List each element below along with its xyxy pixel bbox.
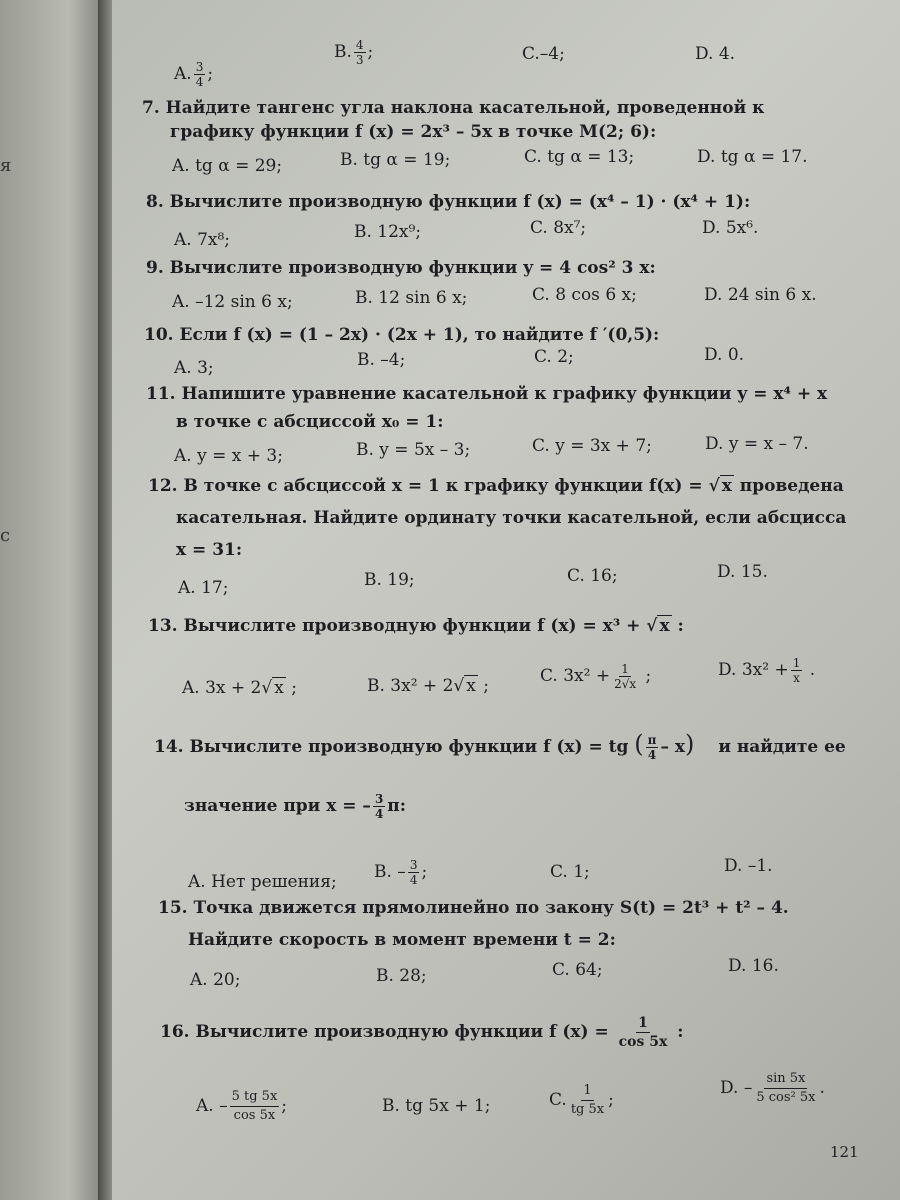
answer-b: B. $\frac{4}{3}$ ; xyxy=(334,38,374,67)
answer-b: B. – $\frac{3}{4}$ ; xyxy=(374,858,428,887)
question-text: 9. Вычислите производную функции y = 4 cos² 3 x: xyxy=(146,258,656,278)
answer-b: B. 19; xyxy=(364,570,415,590)
page-number: 121 xyxy=(830,1143,859,1161)
answer-d: D. –1. xyxy=(724,856,773,876)
question-text: 10. Если f (x) = (1 – 2x) · (2x + 1), то найдите f ′(0,5): xyxy=(144,325,660,345)
answer-d: D. 15. xyxy=(717,562,768,582)
answer-b: B. –4; xyxy=(357,350,406,370)
answer-a: A. –12 sin 6 x; xyxy=(172,292,293,312)
question-text: 13. Вычислите производную функции f (x) = x³ + √ x : xyxy=(148,616,684,636)
answer-b: B. y = 5x – 3; xyxy=(356,440,471,460)
question-text: в точке с абсциссой x₀ = 1: xyxy=(176,412,444,432)
answer-d: D. 5x⁶. xyxy=(702,218,759,238)
answer-b: B. tg α = 19; xyxy=(340,150,451,170)
question-text: 8. Вычислите производную функции f (x) = (x⁴ – 1) · (x⁴ + 1): xyxy=(146,192,751,212)
answer-c: C. 2; xyxy=(534,347,574,367)
answer-c: C. 8x⁷; xyxy=(530,218,587,238)
answer-d: D. 16. xyxy=(728,956,779,976)
answer-b: B. 28; xyxy=(376,966,427,986)
question-text: 11. Напишите уравнение касательной к графику функции y = x⁴ + x xyxy=(146,384,828,404)
question-text: 7. Найдите тангенс угла наклона касательной, проведенной к xyxy=(142,98,765,118)
answer-c: C. 64; xyxy=(552,960,603,980)
answer-c: C. 8 cos 6 x; xyxy=(532,285,637,305)
question-text: Найдите скорость в момент времени t = 2: xyxy=(188,930,616,950)
question-text: 12. В точке с абсциссой x = 1 к графику функции f(x) = √ x проведена xyxy=(148,476,844,496)
answer-c: C.–4; xyxy=(522,44,565,64)
answer-a: A. Нет решения; xyxy=(188,872,337,892)
answer-d: D. 24 sin 6 x. xyxy=(704,285,817,305)
answer-c: C. tg α = 13; xyxy=(524,147,635,167)
answer-c: C. 3x² + $\frac{1}{2√x}$ ; xyxy=(540,662,652,691)
answer-d: D. y = x – 7. xyxy=(705,434,809,454)
answer-d: D. – $\frac{\sin 5x}{\text{5 cos² 5x}}$ . xyxy=(720,1071,825,1105)
answer-c: C. 1; xyxy=(550,862,590,882)
answer-a: A. 3x + 2√ x ; xyxy=(182,678,297,698)
question-text: касательная. Найдите ординату точки касательной, если абсцисса xyxy=(176,508,847,528)
answer-a: A. y = x + 3; xyxy=(174,446,283,466)
answer-b: B. 3x² + 2√ x ; xyxy=(367,676,489,696)
question-text: 15. Точка движется прямолинейно по закону S(t) = 2t³ + t² – 4. xyxy=(158,898,789,918)
question-text: 16. Вычислите производную функции f (x) = $\frac{1}{\cos 5x}$ : xyxy=(160,1015,684,1050)
answer-d: D. tg α = 17. xyxy=(697,147,808,167)
answer-a: A. 20; xyxy=(190,970,241,990)
answer-a: A. tg α = 29; xyxy=(172,156,283,176)
left-page-edge xyxy=(0,0,98,1200)
left-page-fragment: я xyxy=(0,155,12,176)
answer-d: D. 4. xyxy=(695,44,736,64)
answer-a: A. 17; xyxy=(178,578,229,598)
answer-c: C. $\frac{1}{tg 5x}$ ; xyxy=(549,1083,614,1117)
answer-d: D. 3x² + $\frac{1}{x}$ . xyxy=(718,656,816,685)
answer-c: C. y = 3x + 7; xyxy=(532,436,652,456)
question-text: значение при x = – $\frac{3}{4}$ π: xyxy=(184,792,407,821)
answer-c: C. 16; xyxy=(567,566,618,586)
left-page-fragment: с xyxy=(0,525,11,546)
answer-b: B. tg 5x + 1; xyxy=(382,1096,491,1116)
question-text: 14. Вычислите производную функции f (x) = tg ( $\frac{\pi}{4}$ – x) и найдите ее xyxy=(154,730,846,762)
answer-a: A. $\frac{3}{4}$ ; xyxy=(174,60,214,89)
answer-d: D. 0. xyxy=(704,345,745,365)
answer-b: B. 12 sin 6 x; xyxy=(355,288,468,308)
answer-a: A. 7x⁸; xyxy=(174,230,231,250)
answer-b: B. 12x⁹; xyxy=(354,222,422,242)
question-text: графику функции f (x) = 2x³ – 5x в точке M(2; 6): xyxy=(170,122,657,142)
answer-a: A. – $\frac{5 tg 5x}{\cos 5x}$ ; xyxy=(196,1089,288,1123)
answer-a: A. 3; xyxy=(174,358,214,378)
textbook-page xyxy=(112,0,900,1200)
question-text: x = 31: xyxy=(176,540,243,560)
